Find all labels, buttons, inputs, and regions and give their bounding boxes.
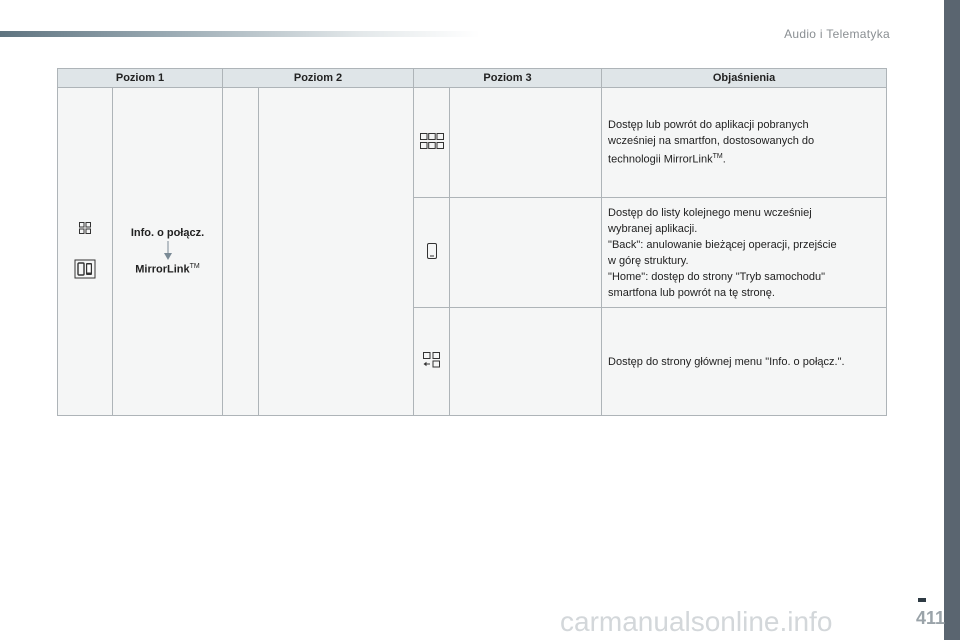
level2-icon-cell [223, 88, 259, 416]
explanation-cell: Dostęp do listy kolejnego menu wcześniej wybranej aplikacji. "Back": anulowanie bieżącej operacji, przejście w górę struktury. "Home": dostęp do strony "Tryb samochodu" smartfona lub powrót na tę stronę. [602, 198, 887, 308]
header-explanations: Objaśnienia [602, 69, 887, 88]
table-row [58, 88, 887, 198]
down-arrow-icon [163, 241, 173, 261]
level2-label-cell [259, 88, 414, 416]
apps-grid-icon [420, 133, 444, 152]
level1-icon-cell [58, 88, 113, 416]
page-marker [918, 598, 926, 602]
header-accent-bar [0, 31, 480, 37]
level1-title: Info. o połącz. [130, 227, 205, 240]
level3-label-cell [450, 198, 602, 308]
back-to-menu-icon [423, 352, 441, 371]
watermark: carmanualsonline.info [560, 606, 833, 637]
header-level1: Poziom 1 [58, 69, 223, 88]
page-edge-band [944, 0, 960, 640]
smartphone-icon [427, 243, 437, 262]
section-title: Audio i Telematyka [784, 27, 890, 41]
level3-label-cell [450, 88, 602, 198]
level1-subtitle: MirrorLink™ [135, 263, 200, 276]
menu-table [57, 68, 887, 416]
explanation-cell: Dostęp lub powrót do aplikacji pobranych wcześniej na smartfon, dostosowanych do technologii MirrorLink™. [602, 88, 887, 198]
level3-icon-cell [414, 308, 450, 416]
explanation-cell: Dostęp do strony głównej menu "Info. o połącz.". [602, 308, 887, 416]
level3-label-cell [450, 308, 602, 416]
header-level3: Poziom 3 [414, 69, 602, 88]
grid-apps-icon [58, 222, 112, 237]
level3-icon-cell [414, 198, 450, 308]
level3-icon-cell [414, 88, 450, 198]
header-level2: Poziom 2 [223, 69, 414, 88]
page-number: 411 [916, 608, 946, 628]
table-header-row [58, 69, 887, 88]
level1-label-cell [113, 88, 223, 416]
mirrorlink-phone-icon [58, 259, 112, 282]
